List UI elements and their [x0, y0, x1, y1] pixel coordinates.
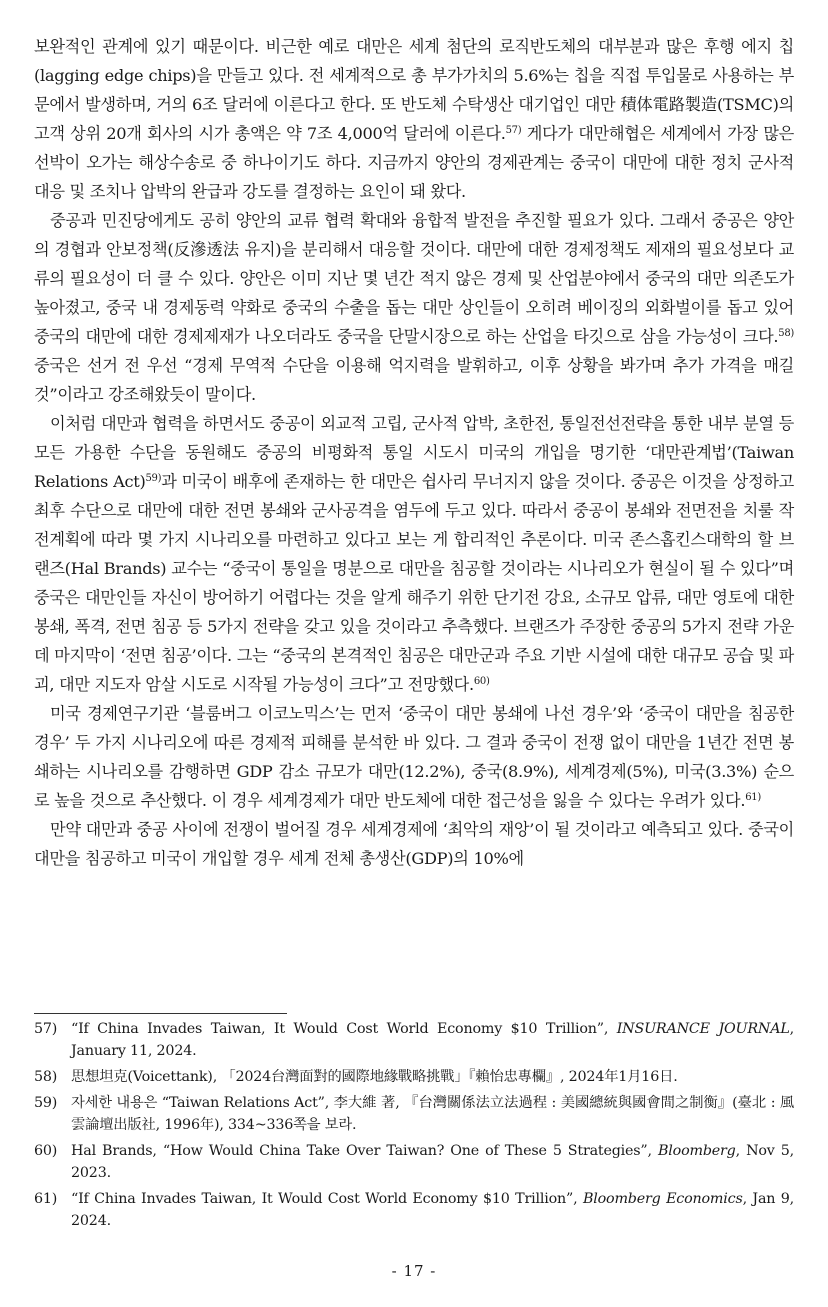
text-run: 이처럼 대만과 협력을 하면서도 중공이 외교적 고립, 군사적 압박, 초한전, 통일전선전략을 통한 내부 분열 등 모든 가용한 수단을 동원해도 중공의 비평화적 통일 시도시 미국의 개입을 명기한 ‘대만관계법’(Taiwan Relations Act) — [34, 414, 794, 491]
text-run: 자세한 내용은 “Taiwan Relations Act”, 李大維 著, 『台灣關係法立法過程 : 美國總統與國會間之制衡』(臺北 : 風雲論壇出版社, 1996年), 334~336쪽을 보라. — [71, 1095, 794, 1133]
footnote-text — [71, 1066, 794, 1088]
text-run: 思想坦克(Voicettank), 「2024台灣面對的國際地緣戰略挑戰」『賴怡忠專欄』, 2024年1月16日. — [71, 1069, 678, 1085]
page-number: - 17 - — [391, 1262, 437, 1280]
footnote-divider — [34, 1013, 287, 1014]
text-run: 중공과 민진당에게도 공히 양안의 교류 협력 확대와 융합적 발전을 추진할 필요가 있다. 그래서 중공은 양안의 경협과 안보정책(反滲透法 유지)을 분리해서 대응할 것이다. 대만에 대한 경제정책도 제재의 필요성보다 교류의 필요성이 더 클 수 있다. 양안은 이미 지난 몇 년간 적지 않은 경제 및 산업분야에서 중국의 대만 의존도가 높아졌고, 중국 내 경제동력 약화로 중국의 수출을 돕는 대만 상인들이 오히려 베이징의 외화벌이를 돕고 있어 중국의 대만에 대한 경제제재가 나오더라도 중국을 단말시장으로 하는 산업을 타깃으로 삼을 가능성이 크다. — [34, 211, 794, 346]
text-run: Hal Brands, “How Would China Take Over Taiwan? One of These 5 Strategies”, — [71, 1143, 658, 1159]
footnote — [34, 1018, 794, 1062]
text-run: , Jan 9, 2024. — [71, 1191, 794, 1229]
text-run: 보완적인 관계에 있기 때문이다. 비근한 예로 대만은 세계 첨단의 로직반도체의 대부분과 많은 후행 에지 칩(lagging edge chips)을 만들고 있다. 전 세계적으로 총 부가가치의 5.6%는 칩을 직접 투입물로 사용하는 부문에서 발생하며, 거의 6조 달러에 이른다고 한다. 또 반도체 수탁생산 대기업인 대만 積体電路製造(TSMC)의 고객 상위 20개 회사의 시가 총액은 약 7조 4,000억 달러에 이른다. — [34, 37, 794, 143]
paragraph — [34, 699, 794, 815]
text-run: “If China Invades Taiwan, It Would Cost World Economy $10 Trillion”, — [71, 1191, 583, 1207]
text-run: 만약 대만과 중공 사이에 전쟁이 벌어질 경우 세계경제에 ‘최악의 재앙’이 될 것이라고 예측되고 있다. 중국이 대만을 침공하고 미국이 개입할 경우 세계 전체 총생산(GDP)의 10%에 — [34, 820, 794, 868]
footnote-text — [71, 1140, 794, 1184]
source-title: Bloomberg Economics — [582, 1191, 743, 1207]
paragraph — [34, 206, 794, 409]
footnote-number: 59) — [34, 1095, 58, 1111]
footnote-text — [71, 1092, 794, 1136]
footnote-number: 60) — [34, 1143, 58, 1159]
footnote-number: 58) — [34, 1069, 58, 1085]
footnote-ref: 60) — [473, 676, 490, 687]
paragraph — [34, 32, 794, 206]
footnote-ref: 57) — [505, 125, 522, 136]
paragraph — [34, 409, 794, 699]
source-title: INSURANCE JOURNAL — [616, 1021, 790, 1037]
footnote-ref: 59) — [145, 473, 162, 484]
footnote — [34, 1092, 794, 1136]
footnote-ref: 58) — [778, 328, 794, 339]
footnote-number: 61) — [34, 1191, 58, 1207]
text-run: 과 미국이 배후에 존재하는 한 대만은 쉽사리 무너지지 않을 것이다. 중공은 이것을 상정하고 최후 수단으로 대만에 대한 전면 봉쇄와 군사공격을 염두에 두고 있다. 따라서 중공이 봉쇄와 전면전을 치룰 작전계획에 따라 몇 가지 시나리오를 마련하고 있다고 보는 게 합리적인 추론이다. 미국 존스홉킨스대학의 할 브랜즈(Hal Brands) 교수는 “중국이 통일을 명분으로 대만을 침공할 것이라는 시나리오가 현실이 될 수 있다”며 중국은 대만인들 자신이 방어하기 어렵다는 것을 알게 해주기 위한 단기전 강요, 소규모 압류, 대만 영토에 대한 봉쇄, 폭격, 전면 침공 등 5가지 전략을 갖고 있을 것이라고 추측했다. 브랜즈가 주장한 중공의 5가지 전략 가운데 마지막이 ‘전면 침공’이다. 그는 “중국의 본격적인 침공은 대만군과 주요 기반 시설에 대한 대규모 공습 및 파괴, 대만 지도자 암살 시도로 시작될 가능성이 크다”고 전망했다. — [34, 472, 795, 694]
page-body — [34, 32, 794, 873]
footnote-text — [71, 1018, 794, 1062]
text-run: , January 11, 2024. — [71, 1021, 794, 1059]
source-title: Bloomberg — [657, 1143, 736, 1159]
text-run: 중국은 선거 전 우선 “경제 무역적 수단을 이용해 억지력을 발휘하고, 이후 상황을 봐가며 추가 가격을 매길 것”이라고 강조해왔듯이 말이다. — [34, 356, 794, 404]
body-text — [34, 32, 794, 873]
footnote — [34, 1188, 794, 1232]
footnote — [34, 1140, 794, 1184]
footnotes — [34, 1018, 794, 1236]
paragraph — [34, 815, 794, 873]
footnote — [34, 1066, 794, 1088]
text-run: “If China Invades Taiwan, It Would Cost World Economy $10 Trillion”, — [71, 1021, 617, 1037]
footnote-text — [71, 1188, 794, 1232]
footnote-number: 57) — [34, 1021, 58, 1037]
text-run: 미국 경제연구기관 ‘블룸버그 이코노믹스’는 먼저 ‘중국이 대만 봉쇄에 나선 경우’와 ‘중국이 대만을 침공한 경우’ 두 가지 시나리오에 따른 경제적 피해를 분석한 바 있다. 그 결과 중국이 전쟁 없이 대만을 1년간 전면 봉쇄하는 시나리오를 감행하면 GDP 감소 규모가 대만(12.2%), 중국(8.9%), 세계경제(5%), 미국(3.3%) 순으로 높을 것으로 추산했다. 이 경우 세계경제가 대만 반도체에 대한 접근성을 잃을 수 있다는 우려가 있다. — [34, 704, 794, 810]
footnote-ref: 61) — [745, 792, 761, 803]
text-run: 게다가 대만해협은 세계에서 가장 많은 선박이 오가는 해상수송로 중 하나이기도 하다. 지금까지 양안의 경제관계는 중국이 대만에 대한 정치 군사적 대응 및 조치나 압박의 완급과 강도를 결정하는 요인이 돼 왔다. — [34, 124, 794, 201]
text-run: , Nov 5, 2023. — [71, 1143, 795, 1181]
